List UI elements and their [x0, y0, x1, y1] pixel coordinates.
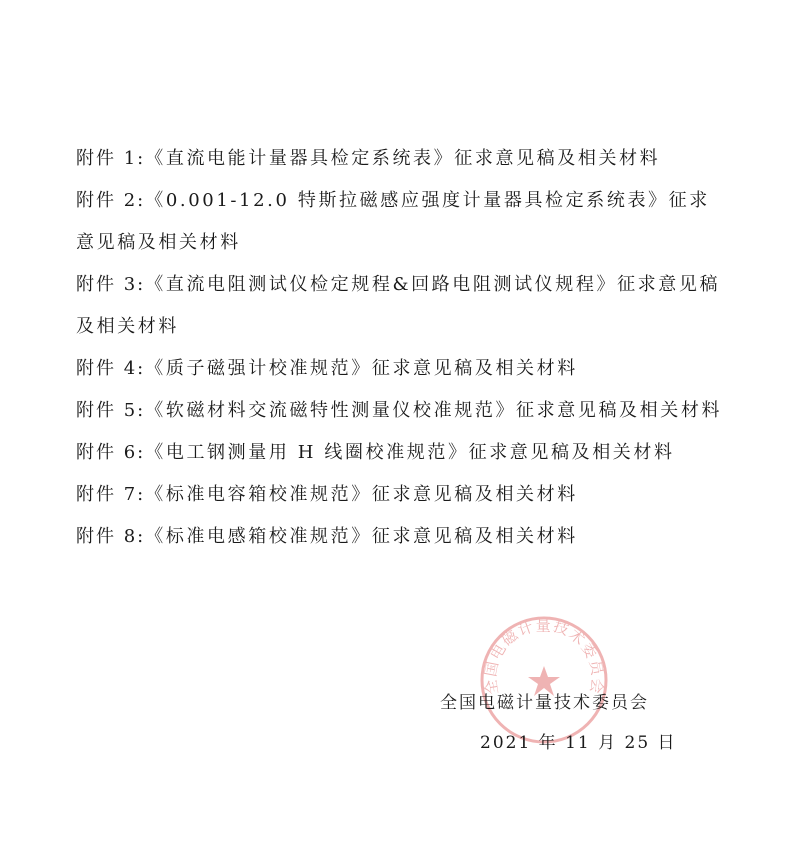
- attachment-label: 附件 2:: [76, 190, 146, 211]
- attachment-title: 《直流电能计量器具检定系统表》征求意见稿及相关材料: [145, 148, 661, 169]
- issuing-organization: 全国电磁计量技术委员会: [440, 693, 649, 713]
- attachment-item: [76, 432, 726, 474]
- attachment-label: 附件 4:: [76, 358, 146, 379]
- seal-text: 全国电磁计量技术委员会: [481, 616, 607, 697]
- attachment-item: [76, 264, 726, 348]
- attachment-title: 《电工钢测量用 H 线圈校准规范》征求意见稿及相关材料: [145, 442, 675, 463]
- attachment-list: [76, 138, 726, 558]
- issue-date: 2021 年 11 月 25 日: [480, 733, 677, 753]
- attachment-item: [76, 516, 726, 558]
- attachment-title: 《标准电感箱校准规范》征求意见稿及相关材料: [145, 526, 578, 547]
- attachment-item: [76, 390, 726, 432]
- attachment-item: [76, 138, 726, 180]
- attachment-label: 附件 3:: [76, 274, 146, 295]
- attachment-item: [76, 474, 726, 516]
- attachment-label: 附件 8:: [76, 526, 146, 547]
- attachment-item: [76, 180, 726, 264]
- signoff-block: [440, 683, 740, 763]
- attachment-label: 附件 1:: [76, 148, 146, 169]
- attachment-title: 《软磁材料交流磁特性测量仪校准规范》征求意见稿及相关材料: [145, 400, 723, 421]
- attachment-title: 《0.001-12.0 特斯拉磁感应强度计量器具检定系统表》征求意见稿及相关材料: [76, 190, 710, 253]
- attachment-title: 《标准电容箱校准规范》征求意见稿及相关材料: [145, 484, 578, 505]
- attachment-label: 附件 5:: [76, 400, 146, 421]
- attachment-item: [76, 348, 726, 390]
- attachment-label: 附件 6:: [76, 442, 146, 463]
- attachment-label: 附件 7:: [76, 484, 146, 505]
- attachment-title: 《质子磁强计校准规范》征求意见稿及相关材料: [145, 358, 578, 379]
- attachment-title: 《直流电阻测试仪检定规程&回路电阻测试仪规程》征求意见稿及相关材料: [76, 274, 721, 337]
